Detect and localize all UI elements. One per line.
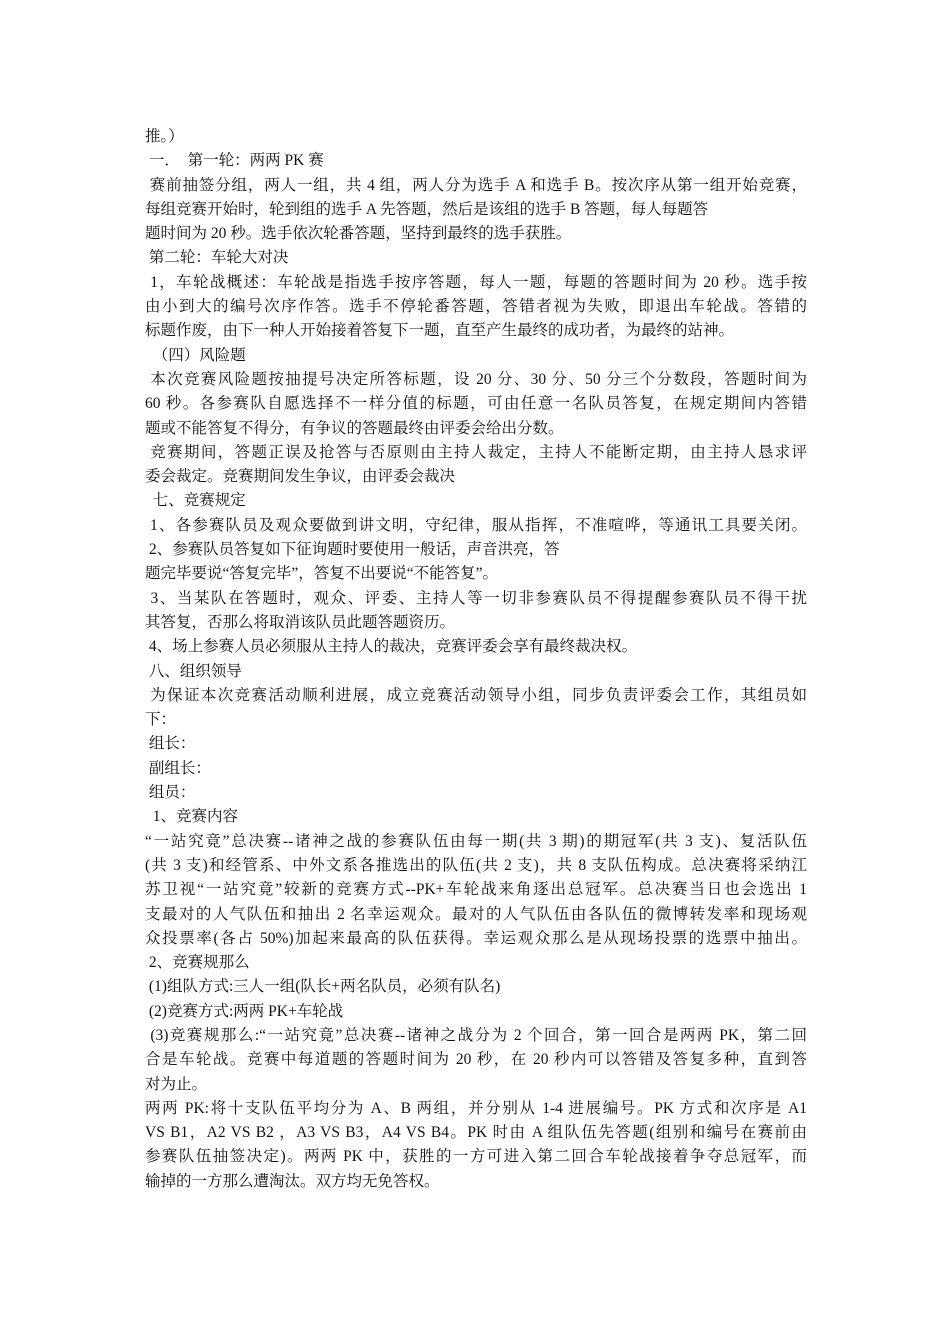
text-line: 两两 PK:将十支队伍平均分为 A、B 两组，并分别从 1-4 进展编号。PK 方式和次序是 A1: [145, 1099, 807, 1117]
text-line: 八、组织领导: [145, 662, 242, 680]
text-line: 3、当某队在答题时，观众、评委、主持人等一切非参赛队员不得提醒参赛队员不得干扰: [145, 589, 807, 607]
text-line: 苏卫视“一站究竟”较新的竞赛方式--PK+车轮战来角逐出总冠军。总决赛当日也会选出 1: [145, 881, 807, 899]
text-line: 1、各参赛队员及观众要做到讲文明，守纪律，服从指挥，不准喧哗，等通讯工具要关闭。: [145, 516, 807, 534]
text-line: (2)竞赛方式:两两 PK+车轮战: [145, 1002, 344, 1020]
text-line: 1，车轮战概述：车轮战是指选手按序答题，每人一题，每题的答题时间为 20 秒。选手按: [145, 273, 807, 291]
text-line: (共 3 支)和经管系、中外文系各推选出的队伍(共 2 支)，共 8 支队伍构成。总决赛将采纳江: [145, 856, 807, 874]
text-line: 组长：: [145, 735, 196, 753]
text-line: 题时间为 20 秒。选手依次轮番答题，坚持到最终的选手获胜。: [145, 225, 572, 243]
text-line: （四）风险题: [145, 346, 246, 364]
text-line: 4、场上参赛人员必须服从主持人的裁决，竞赛评委会享有最终裁决权。: [145, 638, 638, 656]
text-line: 合是车轮战。竞赛中每道题的答题时间为 20 秒，在 20 秒内可以答错及答复多种，直到答: [145, 1051, 807, 1069]
text-line: 赛前抽签分组，两人一组，共 4 组，两人分为选手 A 和选手 B。按次序从第一组开始竞赛，: [145, 176, 807, 194]
text-line: 由小到大的编号次序作答。选手不停轮番答题，答错者视为失败，即退出车轮战。答错的: [145, 298, 807, 316]
text-line: VS B1，A2 VS B2 ，A3 VS B3，A4 VS B4。PK 时由 A 组队伍先答题(组别和编号在赛前由: [145, 1124, 807, 1142]
text-line: 支最对的人气队伍和抽出 2 名幸运观众。最对的人气队伍由各队伍的微博转发率和现场观: [145, 905, 807, 923]
text-line: 其答复，否那么将取消该队员此题答题资历。: [145, 613, 456, 631]
text-line: 竞赛期间，答题正误及抢答与否原则由主持人裁定，主持人不能断定期，由主持人恳求评: [145, 443, 807, 461]
text-line: 第二轮：车轮大对决: [145, 249, 289, 267]
text-line: “一站究竟”总决赛--诸神之战的参赛队伍由每一期(共 3 期)的期冠军(共 3 支)、复活队伍: [145, 832, 807, 850]
text-line: 每组竞赛开始时，轮到组的选手 A 先答题，然后是该组的选手 B 答题，每人每题答: [145, 200, 709, 218]
text-line: 题完毕要说“答复完毕”，答复不出要说“不能答复”。: [145, 565, 499, 583]
document-body: [145, 125, 807, 1194]
text-line: (3)竞赛规那么:“一站究竟”总决赛--诸神之战分为 2 个回合，第一回合是两两 PK，第二回: [145, 1026, 807, 1044]
text-line: 2、参赛队员答复如下征询题时要使用一般话，声音洪亮，答: [145, 541, 560, 559]
text-line: 副组长：: [145, 759, 211, 777]
text-line: 委会裁定。竞赛期间发生争议，由评委会裁决: [145, 468, 456, 486]
text-line: 一． 第一轮：两两 PK 赛: [145, 152, 324, 170]
text-line: 参赛队伍抽签决定)。两两 PK 中，获胜的一方可进入第二回合车轮战接着争夺总冠军，而: [145, 1148, 807, 1166]
text-line: 本次竞赛风险题按抽提号决定所答标题，设 20 分、30 分、50 分三个分数段，答题时间为: [145, 370, 807, 388]
text-line: 标题作废，由下一种人开始接着答复下一题，直至产生最终的成功者，为最终的站神。: [145, 322, 735, 340]
text-line: 为保证本次竞赛活动顺利进展，成立竞赛活动领导小组，同步负责评委会工作，其组员如: [145, 686, 807, 704]
text-line: 2、竞赛规那么: [145, 954, 250, 972]
text-line: 对为止。: [145, 1075, 208, 1093]
text-line: 下：: [145, 711, 177, 729]
text-line: 题或不能答复不得分，有争议的答题最终由评委会给出分数。: [145, 419, 564, 437]
text-line: 输掉的一方那么遭淘汰。双方均无免答权。: [145, 1172, 440, 1190]
text-line: 七、竞赛规定: [145, 492, 246, 510]
text-line: (1)组队方式:三人一组(队长+两名队员，必须有队名): [145, 978, 501, 996]
text-line: 组员：: [145, 784, 196, 802]
text-line: 1、竞赛内容: [145, 808, 239, 826]
text-line: 60 秒。各参赛队自愿选择不一样分值的标题，可由任意一名队员答复，在规定期间内答错: [145, 395, 807, 413]
text-line: 众投票率(各占 50%)加起来最高的队伍获得。幸运观众那么是从现场投票的选票中抽出。: [145, 929, 807, 947]
text-line: 推。）: [145, 128, 184, 145]
